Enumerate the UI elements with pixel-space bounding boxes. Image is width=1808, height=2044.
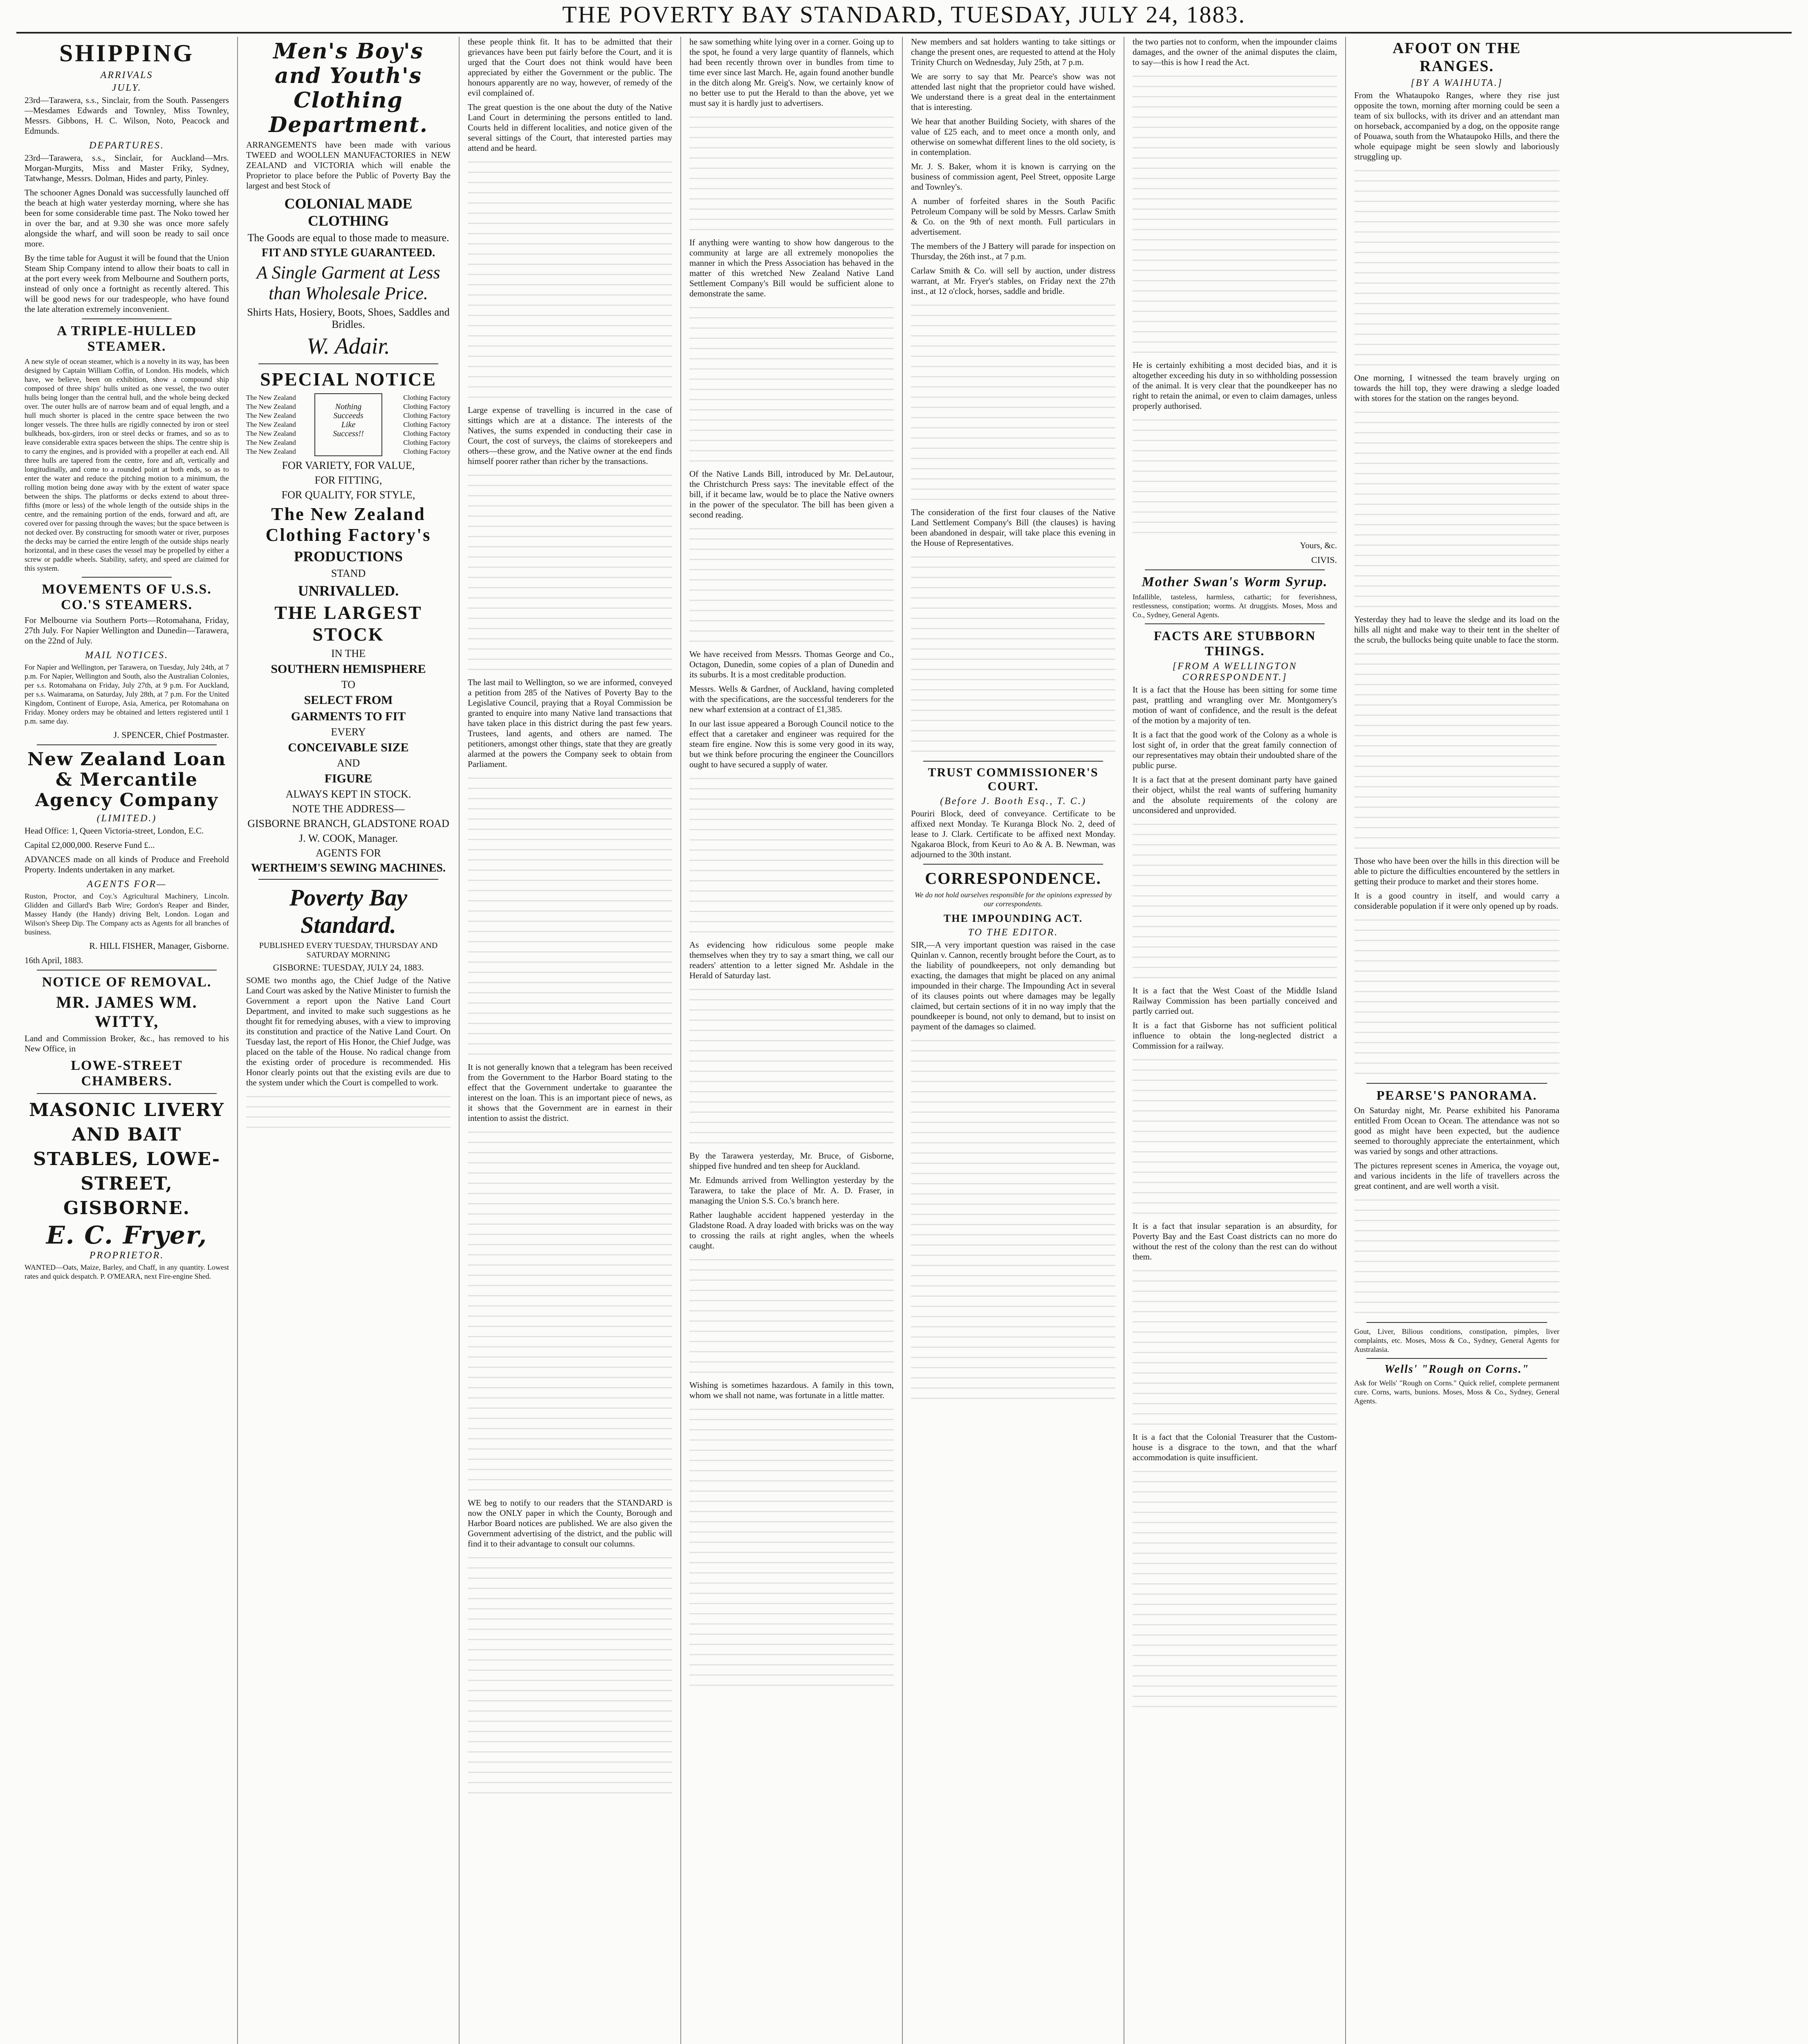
divider: [82, 318, 172, 319]
text-filler: [911, 552, 1115, 757]
column-3: [460, 37, 681, 2044]
text-filler: [246, 1092, 451, 1133]
text-filler: [689, 774, 894, 937]
select-line: SELECT FROM: [304, 693, 393, 707]
arrivals-month: JULY.: [112, 83, 142, 93]
text-filler: [1133, 1055, 1337, 1219]
agents-list: Ruston, Proctor, and Coy.'s Agricultural Machinery, Lincoln. Glidden and Gillard's Barb Wire; Gordon's Reaper and Binder, Massey Handy (the Handy) driving Belt, London. Logan and Wilson's Sheep Dip. The Company acts as Agents for all branches of business.: [25, 892, 229, 936]
divider: [1366, 1322, 1547, 1323]
text-filler: [1354, 1195, 1559, 1318]
col5-paragraph-5: A number of forfeited shares in the South Pacific Petroleum Company will be sold by Messrs. Carlaw Smith & Co. on the 9th of next month. Full particulars in advertisement.: [911, 196, 1115, 237]
facts-paragraph-5: It is a fact that Gisborne has not sufficient political influence to obtain the long-neglected district a Commission for a railway.: [1133, 1020, 1337, 1051]
col3-paragraph-4: The last mail to Wellington, so we are informed, conveyed a petition from 285 of the Natives of Poverty Bay to the Legislative Council, praying that a Royal Commission be granted to enquire into many Native land transactions that have taken place in this district during the past few years. Trustees, land agents, and others are named. The petitioners, amongst other things, state that they are greatly alarmed at the powers the Company seek to obtain from Parliament.: [468, 677, 672, 769]
text-filler: [468, 471, 672, 675]
pearse-paragraph-1: On Saturday night, Mr. Pearse exhibited his Panorama entitled From Ocean to Ocean. The attendance was not so good as might have been expected, but the audience seemed to thoroughly appreciate the entertainment, which was varied by songs and other attractions.: [1354, 1105, 1559, 1156]
in-the-line: IN THE: [331, 648, 366, 659]
afoot-paragraph-3: Yesterday they had to leave the sledge and its load on the hills all night and make way to their tent in the shelter of the scrub, the bullocks being quite unable to face the storm.: [1354, 614, 1559, 645]
text-filler: [1354, 915, 1559, 1079]
facts-paragraph-3: It is a fact that at the present dominant party have gained their object, whilst the real wants of suffering humanity and the absolute requirements of the colony are unconsidered and unprovided.: [1133, 775, 1337, 815]
agents-for-heading: AGENTS FOR—: [87, 879, 167, 890]
col4-paragraph-6: In our last issue appeared a Borough Council notice to the effect that a caretaker and engineer was required for the steam fire engine. Now this is some very good in its way, but we think before procuring the engineer the Councillors ought to have secured a supply of water.: [689, 719, 894, 769]
wanted-ad: WANTED—Oats, Maize, Barley, and Chaff, in any quantity. Lowest rates and quick despatch. P. O'MEARA, next Fire-engine Shed.: [25, 1263, 229, 1280]
text-filler: [689, 112, 894, 235]
mail-notices-heading: MAIL NOTICES.: [85, 650, 168, 661]
text-filler: [689, 1405, 894, 1691]
facts-sub: [FROM A WELLINGTON CORRESPONDENT.]: [1172, 661, 1297, 683]
divider: [1366, 1083, 1547, 1084]
text-filler: [1133, 1467, 1337, 1712]
masonic-stables: MASONIC LIVERY AND BAIT STABLES, LOWE-STREET, GISBORNE.: [29, 1100, 224, 1219]
text-filler: [1354, 408, 1559, 612]
col3-paragraph-1: these people think fit. It has to be admitted that their grievances have been put fairly before the Court, and it is urged that the Court does not think would have been appreciated by either the Government or the public. The honours apparently are no way, however, of remedy of the evil complained of.: [468, 37, 672, 98]
to-line: TO: [341, 679, 356, 690]
nz-list: The New Zealand The New Zealand The New Zealand The New Zealand The New Zealand The New Zealand The New Zealand: [246, 394, 296, 455]
productions-line: PRODUCTIONS: [294, 548, 403, 565]
cook-manager: J. W. COOK, Manager.: [299, 832, 398, 844]
wells-heading: Wells' "Rough on Corns.": [1384, 1363, 1529, 1376]
timetable-paragraph: By the time table for August it will be found that the Union Steam Ship Company intend to allow their boats to call in at the port every week from Melbourne and Southern ports, instead of only once a fortnight as recently altered. This will be good news for our tradespeople, who have found the late alteration extremely inconvenient.: [25, 253, 229, 314]
paper-title: Poverty Bay Standard.: [289, 884, 408, 938]
col5-paragraph-3: We hear that another Building Society, with shares of the value of £25 each, and to meet once a month only, and otherwise on somewhat different lines to the old society, is in contemplation.: [911, 117, 1115, 157]
column-2: [238, 37, 460, 2044]
witty-text: Land and Commission Broker, &c., has removed to his New Office, in: [25, 1033, 229, 1053]
nzcf-heading: The New Zealand Clothing Factory's: [265, 504, 431, 545]
text-filler: [911, 300, 1115, 505]
nz-loan-limited: (LIMITED.): [96, 813, 157, 824]
col5-paragraph-4: Mr. J. S. Baker, whom it is known is carrying on the business of commission agent, Peel Street, opposite Large and Townley's.: [911, 161, 1115, 192]
nz-factory-notice: [246, 393, 451, 456]
afoot-paragraph-4: Those who have been over the hills in this direction will be able to picture the difficulties encountered by the settlers in getting their produce to market and their stores home.: [1354, 856, 1559, 886]
column-4: [681, 37, 903, 2044]
divider: [1145, 623, 1325, 624]
facts-heading: FACTS ARE STUBBORN THINGS.: [1153, 628, 1316, 658]
text-filler: [689, 1255, 894, 1378]
col5-paragraph-2: We are sorry to say that Mr. Pearce's show was not attended last night that the proprietor could have wished. We understand there is a great deal in the entertainment that is interesting.: [911, 72, 1115, 112]
every-line: EVERY: [331, 726, 366, 738]
text-filler: [1133, 415, 1337, 538]
single-garment: A Single Garment at Less than Wholesale Price.: [256, 262, 440, 303]
shipping-heading: SHIPPING: [59, 40, 195, 67]
correspondence-note: We do not hold ourselves responsible for the opinions expressed by our correspondents.: [915, 891, 1112, 908]
agents-for-label: AGENTS FOR: [316, 847, 381, 859]
letter-signature: CIVIS.: [1311, 555, 1337, 565]
col6-paragraph-1: the two parties not to conform, when the impounder claims damages, and the owner of the animal disputes the claim, to say—this is how I read the Act.: [1133, 37, 1337, 67]
goods-equal: The Goods are equal to those made to measure.: [247, 232, 449, 244]
divider: [923, 864, 1103, 865]
col4-paragraph-5: Messrs. Wells & Gardner, of Auckland, having completed with the specifications, are the successful tenderers for the new wharf extension at a contract of £1,385.: [689, 684, 894, 714]
column-6: [1124, 37, 1346, 2044]
figure-line: FIGURE: [324, 772, 372, 785]
mail-notices-text: For Napier and Wellington, per Tarawera, on Tuesday, July 24th, at 7 p.m. For Napier, Wellington and South, also the Australian Colonies, per s.s. Rotomahana on Friday, July 27th, at 9 p.m. For Auckland, per s.s. Waimarama, on Saturday, July 28th, at 7 p.m. For the United Kingdom, Continent of Europe, Asia, America, per Rotomahana on Friday. Money orders may be obtained and letters registered until 1 p.m. same day.: [25, 663, 229, 725]
arrangements-text: ARRANGEMENTS have been made with various TWEED and WOOLLEN MANUFACTORIES in NEW ZEALAND and VICTORIA which will enable the Proprietor to place before the Public of Poverty Bay the largest and best Stock of: [246, 140, 451, 191]
worm-syrup-text: Infallible, tasteless, harmless, cathartic; for feverishness, restlessness, constipation; worms. At druggists. Moses, Moss and Co., Sydney, General Agents.: [1133, 593, 1337, 619]
manager-date: 16th April, 1883.: [25, 955, 83, 965]
nz-loan-heading: New Zealand Loan & Mercantile Agency Company: [27, 749, 227, 811]
arrivals-heading: ARRIVALS: [100, 70, 153, 81]
nz-loan-capital: Capital £2,000,000. Reserve Fund £...: [25, 840, 155, 850]
factory-list: Clothing Factory Clothing Factory Clothing Factory Clothing Factory Clothing Factory Clothing Factory Clothing Factory: [403, 394, 451, 455]
correspondence-heading: CORRESPONDENCE.: [925, 869, 1101, 888]
lowe-chambers: LOWE-STREET CHAMBERS.: [71, 1058, 183, 1089]
text-filler: [689, 303, 894, 466]
masthead-rule: [16, 32, 1792, 34]
fit-style: FIT AND STYLE GUARANTEED.: [261, 247, 435, 259]
worm-syrup-heading: Mother Swan's Worm Syrup.: [1142, 574, 1328, 589]
col3-paragraph-2: The great question is the one about the duty of the Native Land Court in determining the persons entitled to land. Courts held in different localities, and notice given of the several sittings of the Court, that interested parties may attend and be heard.: [468, 102, 672, 153]
quality-line: FOR QUALITY, FOR STYLE,: [281, 489, 415, 501]
success-box: Nothing Succeeds Like Success!!: [314, 393, 383, 456]
witty-name: MR. JAMES WM. WITTY,: [56, 993, 197, 1031]
nz-loan-office: Head Office: 1, Queen Victoria-street, London, E.C.: [25, 826, 204, 836]
col4-paragraph-8: By the Tarawera yesterday, Mr. Bruce, of Gisborne, shipped five hundred and ten sheep for Auckland.: [689, 1151, 894, 1171]
column-1: [16, 37, 238, 2044]
col4-paragraph-3: Of the Native Lands Bill, introduced by Mr. DeLautour, the Christchurch Press says: The inevitable effect of the bill, if it became law, would be to place the Native owners in the power of the speculator. The bill has been given a second reading.: [689, 469, 894, 520]
movements-text: For Melbourne via Southern Ports—Rotomahana, Friday, 27th July. For Napier Wellington and Dunedin—Tarawera, on the 22nd of July.: [25, 615, 229, 645]
trust-court-text: Pouriri Block, deed of conveyance. Certificate to be affixed next Monday. Te Kuranga Block No. 2, deed of lease to J. Clark. Certificate to be affixed next Monday. Ngakaroa Block, from Keuri to Ao & A. B. Newman, was adjourned to the 30th instant.: [911, 809, 1115, 859]
removal-heading: NOTICE OF REMOVAL.: [42, 975, 212, 990]
divider: [37, 744, 217, 745]
col4-paragraph-2: If anything were wanting to show how dangerous to the community at large are all extremely monopolies the manner in which the Press Association has behaved in the matter of this wretched New Zealand Native Land Settlement Company's Bill would be sufficient alone to demonstrate the same.: [689, 238, 894, 298]
trust-court-heading: TRUST COMMISSIONER'S COURT.: [928, 766, 1099, 793]
afoot-sub: [BY A WAIHUTA.]: [1411, 78, 1503, 88]
stand-line: STAND: [331, 567, 366, 579]
proprietor-label: PROPRIETOR.: [89, 1250, 164, 1261]
facts-paragraph-6: It is a fact that insular separation is an absurdity, for Poverty Bay and the East Coast districts can no more do without the rest of the colony than the rest can do without them.: [1133, 1221, 1337, 1262]
adair-name: W. Adair.: [307, 334, 390, 359]
col3-paragraph-3: Large expense of travelling is incurred in the case of sittings which are at a distance. The interests of the Natives, the sums expended in conducting their case in Court, the cost of surveys, the claims of storekeepers and others—these grow, and the Native owner at the end finds himself poorer rather than richer by the transactions.: [468, 405, 672, 466]
text-filler: [1133, 1266, 1337, 1430]
mens-clothing-heading: Men's Boy's and Youth's Clothing Department.: [269, 39, 428, 137]
impounding-letter: SIR,—A very important question was raised in the case Quinlan v. Cannon, recently brought before the Court, as to the liability of poundkeepers, not only demanding but exacting, the damages that might be placed on any animal impounded in their charge. The Impounding Act in several of its clauses points out where damages may be legally claimed, but certain sections of it in no way imply that the poundkeeper is bound, not only to demand, but to insist on payment of the damages so claimed.: [911, 940, 1115, 1031]
divider: [82, 577, 172, 578]
southern-line: SOUTHERN HEMISPHERE: [271, 662, 426, 676]
text-filler: [1354, 166, 1559, 370]
col5-paragraph-6: The members of the J Battery will parade for inspection on Thursday, the 26th inst., at 7 p.m.: [911, 241, 1115, 261]
shirts-hats: Shirts Hats, Hosiery, Boots, Shoes, Saddles and Bridles.: [247, 306, 450, 330]
divider: [1145, 569, 1325, 570]
col5-paragraph-1: New members and sat holders wanting to take sittings or change the present ones, are requested to attend at the Holy Trinity Church on Wednesday, July 25th, at 7 p.m.: [911, 37, 1115, 67]
text-filler: [911, 1036, 1115, 1404]
arrival-entry: 23rd—Tarawera, s.s., Sinclair, from the South. Passengers—Mesdames Edwards and Townley, Miss Townley, Messrs. Gibbons, H. C. Wilson, Noto, Peacock and Edmunds.: [25, 95, 229, 136]
dateline: GISBORNE: TUESDAY, JULY 24, 1883.: [273, 962, 424, 973]
special-notice: SPECIAL NOTICE: [260, 369, 437, 390]
garments-line: GARMENTS TO FIT: [291, 710, 406, 723]
text-filler: [689, 524, 894, 647]
facts-paragraph-2: It is a fact that the good work of the Colony as a whole is lost sight of, in order that the great family connection of our representatives may obtain their undoubted share of the public purse.: [1133, 730, 1337, 770]
afoot-paragraph-1: From the Whataupoko Ranges, where they rise just opposite the town, morning after morning could be seen a team of six bullocks, with its driver and an attendant man on horseback, accompanied by a dog, on the opposite range of Pouawa, south from the Whataupoko Hills, and there the whole equipage might be seen slowly and laboriously struggling up.: [1354, 90, 1559, 161]
column-5: [903, 37, 1124, 2044]
conceivable-line: CONCEIVABLE SIZE: [288, 741, 409, 754]
wells-text: Ask for Wells' "Rough on Corns." Quick relief, complete permanent cure. Corns, warts, bunions. Moses, Moss & Co., Sydney, General Agents.: [1354, 1379, 1559, 1405]
unrivalled-line: UNRIVALLED.: [298, 583, 399, 599]
text-filler: [468, 1553, 672, 1798]
pearse-heading: PEARSE'S PANORAMA.: [1376, 1088, 1537, 1103]
pearse-paragraph-2: The pictures represent scenes in America, the voyage out, and various incidents in the life of travellers across the great continent, and are well worth a visit.: [1354, 1161, 1559, 1191]
postmaster-signature: J. SPENCER, Chief Postmaster.: [113, 730, 229, 740]
col4-paragraph-7: As evidencing how ridiculous some people make themselves when they try to say a smart thing, we call our readers' attention to a letter signed Mr. Ashdale in the Herald of Saturday last.: [689, 940, 894, 980]
branch-address: GISBORNE BRANCH, GLADSTONE ROAD: [247, 818, 449, 829]
text-filler: [1133, 72, 1337, 358]
divider: [37, 1093, 217, 1094]
facts-paragraph-4: It is a fact that the West Coast of the Middle Island Railway Commission has been partially conceived and partly carried out.: [1133, 986, 1337, 1016]
letter-closing: Yours, &c.: [1300, 540, 1337, 550]
masthead-title: THE POVERTY BAY STANDARD, TUESDAY, JULY 24, 1883.: [562, 1, 1246, 28]
divider: [1366, 1358, 1547, 1359]
colonial-clothing: COLONIAL MADE CLOTHING: [284, 195, 413, 229]
nz-loan-advances: ADVANCES made on all kinds of Produce and Freehold Property. Indents undertaken in any market.: [25, 854, 229, 874]
fitting-line: FOR FITTING,: [314, 474, 382, 486]
steamer-article: A new style of ocean steamer, which is a novelty in its way, has been designed by Captain William Coffin, of London. His models, which have, we believe, been on exhibition, show a compound ship composed of three ships' hulls united as one vessel, the two outer hulls being longer than the central hull, and the whole being decked over. The outer hulls are of narrow beam and of equal length, and a hull much shorter is placed in the centre space between the two longer vessels. The three hulls are rigidly connected by iron or steel bulkheads, box-girders, iron or steel decks or frames, and so as to leave considerable extra spaces between the ships. The centre ship is to carry the engines, and is provided with a propeller at each end. All three hulls are tapered from the centre, fore and aft, vertically and longitudinally, and come to a rounded point at both ends, so as to enter the water and reduce the pitching motion to a minimum, the rolling motion being done away with by the extent of water space between the ships. The platforms or decks extend to about three-fifths (more or less) of the whole length of the outside ships in the centre, and the remaining portion of the ends, forward and aft, are covered over for passing through the waves; but the space between is not decked over. By constructing for smooth water or river, purposes the decks may be carried the entire length of the outside ships nearly horizontal, and in these cases the vessel may be propelled by either a screw or paddle wheels. Stability, safety, and speed are claimed for this system.: [25, 357, 229, 572]
text-filler: [1354, 649, 1559, 854]
wertheim-line: WERTHEIM'S SEWING MACHINES.: [251, 862, 446, 874]
trust-court-sub: (Before J. Booth Esq., T. C.): [940, 796, 1086, 807]
col5-paragraph-8: The consideration of the first four clauses of the Native Land Settlement Company's Bill (the clauses) is having been abandoned in despair, will take place this evening in the House of Representatives.: [911, 507, 1115, 548]
afoot-paragraph-2: One morning, I witnessed the team bravely urging on towards the hill top, they were drawing a sledge loaded with stores for the station on the ranges beyond.: [1354, 373, 1559, 403]
largest-stock-line: THE LARGEST STOCK: [274, 602, 422, 645]
col4-paragraph-9: Mr. Edmunds arrived from Wellington yesterday by the Tarawera, to take the place of Mr. A. D. Fraser, in managing the Union S.S. Co.'s branch here.: [689, 1175, 894, 1206]
divider: [258, 879, 438, 880]
and-line: AND: [336, 757, 360, 769]
text-filler: [468, 157, 672, 403]
text-filler: [468, 1127, 672, 1495]
note-address: NOTE THE ADDRESS—: [292, 803, 405, 815]
departure-entry: 23rd—Tarawera, s.s., Sinclair, for Auckland—Mrs. Morgan-Murgits, Miss and Master Friky, Sydney, Tatwhange, Messrs. Dolman, Hides and party, Pinley.: [25, 153, 229, 183]
col5-paragraph-7: Carlaw Smith & Co. will sell by auction, under distress warrant, at Mr. Fryer's stables, on Friday next the 27th inst., at 12 o'clock, horses, saddle and bridle.: [911, 266, 1115, 296]
col3-paragraph-5: It is not generally known that a telegram has been received from the Government to the Harbor Board stating to the effect that the Government undertake to guarantee the interest on the loan. This is an important piece of news, as it shows that the Government are in earnest in their intention to assist the district.: [468, 1062, 672, 1123]
col4-paragraph-11: Wishing is sometimes hazardous. A family in this town, whom we shall not name, was fortunate in a little matter.: [689, 1380, 894, 1400]
text-filler: [1133, 820, 1337, 983]
movements-heading: MOVEMENTS OF U.S.S. CO.'S STEAMERS.: [42, 582, 212, 612]
col4-paragraph-4: We have received from Messrs. Thomas George and Co., Octagon, Dunedin, some copies of a plan of Dunedin and its suburbs. It is a most creditable production.: [689, 649, 894, 679]
col6-paragraph-2: He is certainly exhibiting a most decided bias, and it is altogether exceeding his duty in so withholding possession of the animal. It is very clear that the poundkeeper has no right to retain the animal, or even to claim damages, unless properly authorised.: [1133, 360, 1337, 411]
to-editor: TO THE EDITOR.: [968, 927, 1059, 938]
gout-ad: Gout, Liver, Bilious conditions, constipation, pimples, liver complaints, etc. Moses, Moss & Co., Sydney, General Agents for Australasia.: [1354, 1327, 1559, 1354]
col4-paragraph-10: Rather laughable accident happened yesterday in the Gladstone Road. A dray loaded with bricks was on the way to crossing the rails at right angles, when the wheels caught.: [689, 1210, 894, 1251]
facts-paragraph-7: It is a fact that the Colonial Treasurer that the Custom-house is a disgrace to the town, and that the wharf accommodation is quite insufficient.: [1133, 1432, 1337, 1462]
col4-paragraph-1: he saw something white lying over in a corner. Going up to the spot, he found a very large quantity of flannels, which had been recently thrown over in bundles from time to time ever since last March. He, again found another bundle in the ditch along Mr. Greig's. Now, we certainly know of no better use to put the Herald to than the above, yet we must say it is hardly just to advertisers.: [689, 37, 894, 108]
divider: [923, 761, 1103, 762]
divider: [258, 363, 438, 364]
page-columns: [16, 37, 1792, 2044]
always-line: ALWAYS KEPT IN STOCK.: [285, 788, 411, 800]
impounding-heading: THE IMPOUNDING ACT.: [943, 912, 1083, 924]
facts-paragraph-1: It is a fact that the House has been sitting for some time past, prattling and wrangling over Mr. Montgomery's motion of want of confidence, and the result is the defeat of the motion by a majority of ten.: [1133, 685, 1337, 725]
steamer-heading: A TRIPLE-HULLED STEAMER.: [56, 323, 197, 354]
agnes-donald-paragraph: The schooner Agnes Donald was successfully launched off the beach at high water yesterday morning, where she has been for some considerable time past. The Noko towed her in over the bar, and at 9.30 she was once more safely alongside the wharf, and will soon be ready to sail once more.: [25, 188, 229, 249]
col3-paragraph-6: WE beg to notify to our readers that the STANDARD is now the ONLY paper in which the County, Borough and Harbor Board notices are published. We are also given the Government advertising of the district, and the public will find it to their advantage to consult our columns.: [468, 1498, 672, 1549]
afoot-heading: AFOOT ON THE RANGES.: [1393, 40, 1521, 75]
afoot-paragraph-5: It is a good country in itself, and would carry a considerable population if it were only opened up by roads.: [1354, 891, 1559, 911]
departures-heading: DEPARTURES.: [89, 140, 164, 151]
manager-signature: R. HILL FISHER, Manager, Gisborne.: [89, 941, 229, 951]
fryer-name: E. C. Fryer,: [46, 1221, 208, 1250]
text-filler: [689, 985, 894, 1148]
text-filler: [468, 773, 672, 1060]
column-7: [1346, 37, 1568, 2044]
variety-line: FOR VARIETY, FOR VALUE,: [282, 459, 415, 471]
editorial-text: SOME two months ago, the Chief Judge of the Native Land Court was asked by the Native Minister to furnish the Government a report upon the Native Land Court Department, and invited to make such suggestions as he thought fit for remedying abuses, with a view to improving its constitution and practice of the Native Land Court. On Tuesday last, the report of His Honor, the Chief Judge, was placed on the table of the House. No radical change from the existing order of procedure is recommended. His Honor clearly points out that the existing evils are due to the system under which the Court is compelled to work.: [246, 975, 451, 1087]
published-line: PUBLISHED EVERY TUESDAY, THURSDAY AND SATURDAY MORNING: [259, 941, 438, 959]
